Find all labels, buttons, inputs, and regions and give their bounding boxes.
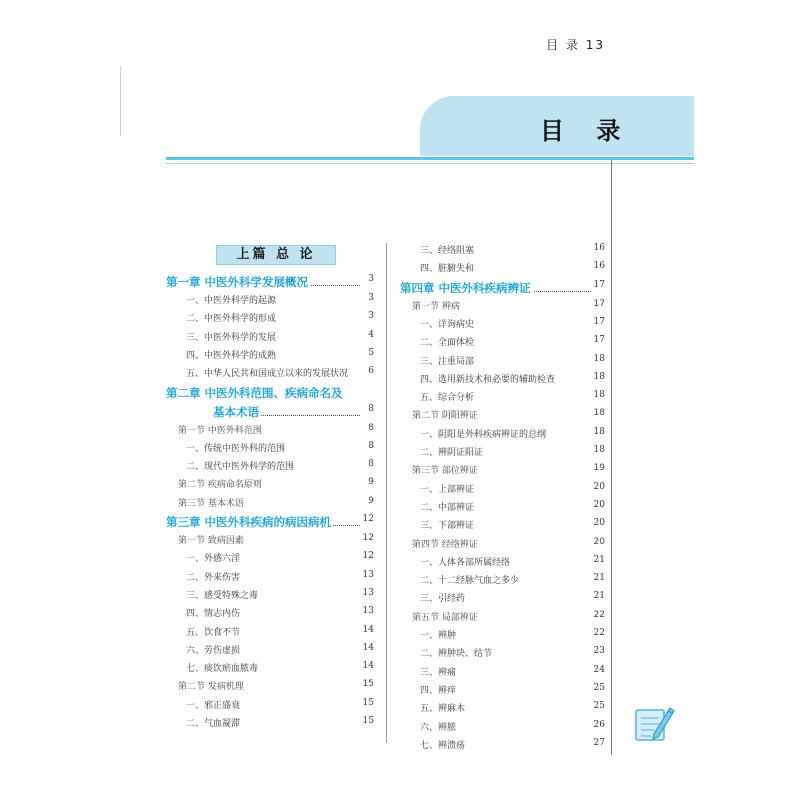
toc-label: 第二节 疾病命名原则 bbox=[178, 477, 264, 490]
toc-page-number: 25 bbox=[593, 701, 605, 712]
toc-page-number: 27 bbox=[593, 737, 605, 748]
toc-page-number: 15 bbox=[362, 679, 374, 690]
toc-label: 四、脏腑失和 bbox=[420, 261, 476, 274]
toc-item[interactable] bbox=[400, 335, 605, 353]
toc-item[interactable] bbox=[166, 366, 374, 384]
toc-page-number: 20 bbox=[593, 481, 605, 492]
toc-label: 四、情志内伤 bbox=[186, 606, 242, 619]
toc-label: 三、感受特殊之毒 bbox=[186, 588, 260, 601]
toc-item[interactable] bbox=[400, 683, 605, 701]
toc-item[interactable] bbox=[166, 606, 374, 624]
page-title: 目 录 bbox=[540, 117, 633, 145]
toc-label: 一、人体各部所属经络 bbox=[420, 555, 512, 568]
title-rule bbox=[166, 157, 694, 160]
toc-label: 七、辨溃疡 bbox=[420, 738, 467, 751]
toc-label: 五、中华人民共和国成立以来的发展状况 bbox=[186, 366, 350, 379]
toc-item[interactable] bbox=[166, 441, 374, 459]
toc-page-number: 18 bbox=[593, 408, 605, 419]
toc-page-number: 4 bbox=[368, 329, 374, 340]
toc-item[interactable] bbox=[400, 518, 605, 536]
toc-page-number: 17 bbox=[593, 279, 605, 290]
toc-item[interactable] bbox=[400, 591, 605, 609]
toc-item[interactable] bbox=[166, 551, 374, 569]
toc-page-number: 20 bbox=[593, 499, 605, 510]
toc-label: 四、辨痒 bbox=[420, 683, 458, 696]
toc-label: 第一节 辨病 bbox=[412, 299, 462, 312]
toc-item[interactable] bbox=[166, 698, 374, 716]
toc-section[interactable] bbox=[166, 496, 374, 514]
toc-label: 第一章 中医外科学发展概况 bbox=[166, 275, 309, 289]
toc-chapter[interactable] bbox=[400, 280, 605, 298]
toc-page-number: 26 bbox=[593, 719, 605, 730]
toc-item[interactable] bbox=[400, 500, 605, 518]
toc-page-number: 22 bbox=[593, 609, 605, 620]
toc-section[interactable] bbox=[166, 477, 374, 495]
toc-label: 第五节 局部辨证 bbox=[412, 610, 480, 623]
toc-item[interactable] bbox=[400, 555, 605, 573]
toc-page-number: 16 bbox=[593, 261, 605, 272]
toc-page-number: 5 bbox=[368, 347, 374, 358]
toc-label: 三、下部辨证 bbox=[420, 518, 476, 531]
toc-item[interactable] bbox=[400, 573, 605, 591]
toc-label: 第三节 部位辨证 bbox=[412, 463, 480, 476]
toc-page-number: 15 bbox=[362, 716, 374, 726]
toc-label: 一、邪正盛衰 bbox=[186, 698, 242, 711]
right-margin-line bbox=[611, 160, 612, 755]
toc-label: 一、中医外科学的起源 bbox=[186, 293, 278, 306]
toc-page-number: 25 bbox=[593, 682, 605, 693]
toc-page-number: 8 bbox=[368, 459, 374, 470]
toc-item[interactable] bbox=[166, 293, 374, 311]
pencil-notebook-icon bbox=[632, 700, 676, 744]
toc-item[interactable] bbox=[166, 625, 374, 643]
toc-section[interactable] bbox=[166, 423, 374, 441]
toc-item[interactable] bbox=[166, 716, 374, 734]
toc-page-number: 21 bbox=[593, 591, 605, 602]
toc-page-number: 18 bbox=[593, 426, 605, 437]
toc-label: 一、阴阳是外科疾病辨证的总纲 bbox=[420, 427, 548, 440]
toc-chapter[interactable] bbox=[166, 385, 374, 403]
toc-label: 一、辨肿 bbox=[420, 628, 458, 641]
running-header: 目 录 13 bbox=[546, 38, 605, 52]
toc-page-number: 23 bbox=[593, 646, 605, 657]
toc-chapter[interactable] bbox=[166, 514, 374, 532]
toc-item[interactable] bbox=[400, 482, 605, 500]
toc-item[interactable] bbox=[400, 665, 605, 683]
toc-label: 二、中医外科学的形成 bbox=[186, 311, 278, 324]
toc-label: 第二章 中医外科范围、疾病命名及 bbox=[166, 385, 343, 400]
toc-page-number: 8 bbox=[368, 403, 374, 414]
toc-item[interactable] bbox=[166, 643, 374, 661]
toc-chapter[interactable] bbox=[166, 404, 374, 422]
toc-page-number: 13 bbox=[362, 587, 374, 598]
toc-label: 二、外来伤害 bbox=[186, 570, 242, 583]
toc-label: 第三节 基本术语 bbox=[178, 496, 246, 509]
toc-item[interactable] bbox=[400, 445, 605, 463]
toc-label: 二、辨肿块、结节 bbox=[420, 646, 494, 659]
toc-label: 四、中医外科学的成熟 bbox=[186, 348, 278, 361]
toc-label: 二、中部辨证 bbox=[420, 500, 476, 513]
toc-page-number: 16 bbox=[593, 243, 605, 253]
toc-item[interactable] bbox=[166, 348, 374, 366]
toc-page-number: 17 bbox=[593, 298, 605, 309]
toc-section[interactable] bbox=[400, 463, 605, 481]
toc-page-number: 3 bbox=[368, 274, 374, 284]
toc-page-number: 12 bbox=[362, 514, 374, 524]
toc-label: 第二节 发病机理 bbox=[178, 679, 246, 692]
toc-item[interactable] bbox=[400, 738, 605, 756]
toc-item[interactable] bbox=[400, 701, 605, 719]
toc-page-number: 15 bbox=[362, 697, 374, 708]
toc-label: 一、传统中医外科的范围 bbox=[186, 441, 287, 454]
toc-page-number: 22 bbox=[593, 628, 605, 638]
toc-item[interactable] bbox=[166, 459, 374, 477]
toc-label: 七、痰饮瘀血脓毒 bbox=[186, 661, 260, 674]
toc-item[interactable] bbox=[400, 317, 605, 335]
toc-page-number: 3 bbox=[368, 311, 374, 322]
column-divider bbox=[386, 243, 387, 743]
toc-page-number: 13 bbox=[362, 569, 374, 580]
toc-label: 一、详询病史 bbox=[420, 317, 476, 330]
toc-label: 五、辨麻木 bbox=[420, 701, 467, 714]
toc-page-number: 24 bbox=[593, 664, 605, 675]
toc-page-number: 13 bbox=[362, 606, 374, 617]
toc-page-number: 9 bbox=[368, 495, 374, 506]
toc-page-number: 3 bbox=[368, 293, 374, 303]
toc-label: 二、气血凝滞 bbox=[186, 716, 242, 729]
toc-page-number: 14 bbox=[362, 661, 374, 672]
toc-item[interactable] bbox=[166, 570, 374, 588]
toc-label: 三、注重局部 bbox=[420, 354, 476, 367]
toc-item[interactable] bbox=[400, 261, 605, 279]
toc-label: 第四节 经络辨证 bbox=[412, 537, 480, 550]
toc-item[interactable] bbox=[400, 720, 605, 738]
toc-item[interactable] bbox=[400, 646, 605, 664]
toc-item[interactable] bbox=[166, 588, 374, 606]
toc-page-number: 9 bbox=[368, 477, 374, 488]
toc-page-number: 14 bbox=[362, 642, 374, 653]
toc-label: 第三章 中医外科疾病的病因病机 bbox=[166, 515, 332, 529]
toc-page-number: 18 bbox=[593, 390, 605, 401]
page-edge-mark bbox=[106, 66, 121, 136]
toc-page-number: 18 bbox=[593, 371, 605, 382]
toc-label: 第一节 致病因素 bbox=[178, 533, 246, 546]
toc-section[interactable] bbox=[400, 610, 605, 628]
toc-label: 五、综合分析 bbox=[420, 390, 476, 403]
toc-page-number: 8 bbox=[368, 440, 374, 451]
toc-page-number: 8 bbox=[368, 422, 374, 433]
toc-item[interactable] bbox=[400, 354, 605, 372]
part-heading: 上篇 总 论 bbox=[216, 245, 336, 265]
toc-label: 三、辨痛 bbox=[420, 665, 458, 678]
toc-page-number: 14 bbox=[362, 624, 374, 635]
toc-label: 三、中医外科学的发展 bbox=[186, 330, 278, 343]
toc-page-number: 21 bbox=[593, 573, 605, 584]
toc-label: 二、辨阴证阳证 bbox=[420, 445, 485, 458]
toc-label: 第四章 中医外科疾病辨证 bbox=[400, 280, 531, 295]
toc-page-number: 18 bbox=[593, 353, 605, 364]
toc-section[interactable] bbox=[166, 533, 374, 551]
toc-label: 三、引经药 bbox=[420, 591, 467, 604]
toc-item[interactable] bbox=[400, 243, 605, 261]
toc-label: 六、劳伤虚损 bbox=[186, 643, 242, 656]
toc-label: 六、辨脓 bbox=[420, 720, 458, 733]
toc-item[interactable] bbox=[400, 427, 605, 445]
toc-item[interactable] bbox=[166, 311, 374, 329]
toc-item[interactable] bbox=[400, 372, 605, 390]
toc-label: 第一节 中医外科范围 bbox=[178, 423, 264, 436]
toc-label: 一、上部辨证 bbox=[420, 482, 476, 495]
toc-page-number: 20 bbox=[593, 518, 605, 529]
toc-page-number: 20 bbox=[593, 536, 605, 547]
toc-chapter[interactable] bbox=[166, 274, 374, 292]
toc-label: 二、十二经脉气血之多少 bbox=[420, 573, 521, 586]
toc-label: 一、外感六淫 bbox=[186, 551, 242, 564]
toc-label: 四、选用新技术和必要的辅助检查 bbox=[420, 372, 557, 385]
toc-section[interactable] bbox=[400, 299, 605, 317]
toc-section[interactable] bbox=[166, 679, 374, 697]
toc-item[interactable] bbox=[400, 390, 605, 408]
toc-section[interactable] bbox=[400, 408, 605, 426]
toc-page-number: 18 bbox=[593, 445, 605, 455]
toc-label: 二、全面体检 bbox=[420, 335, 476, 348]
toc-section[interactable] bbox=[400, 537, 605, 555]
toc-item[interactable] bbox=[166, 330, 374, 348]
toc-page-number: 12 bbox=[362, 551, 374, 562]
toc-label: 第二节 阴阳辨证 bbox=[412, 408, 480, 421]
toc-label: 三、经络阻塞 bbox=[420, 243, 476, 256]
toc-item[interactable] bbox=[400, 628, 605, 646]
toc-label: 基本术语 bbox=[213, 404, 259, 419]
title-rule-thin bbox=[166, 163, 694, 164]
toc-item[interactable] bbox=[166, 661, 374, 679]
toc-label: 二、现代中医外科学的范围 bbox=[186, 459, 296, 472]
toc-label: 五、饮食不节 bbox=[186, 625, 242, 638]
toc-page-number: 21 bbox=[593, 554, 605, 565]
toc-page-number: 17 bbox=[593, 316, 605, 327]
toc-page-number: 19 bbox=[593, 463, 605, 474]
toc-page-number: 12 bbox=[362, 533, 374, 543]
toc-page-number: 6 bbox=[368, 366, 374, 377]
toc-page-number: 17 bbox=[593, 335, 605, 346]
